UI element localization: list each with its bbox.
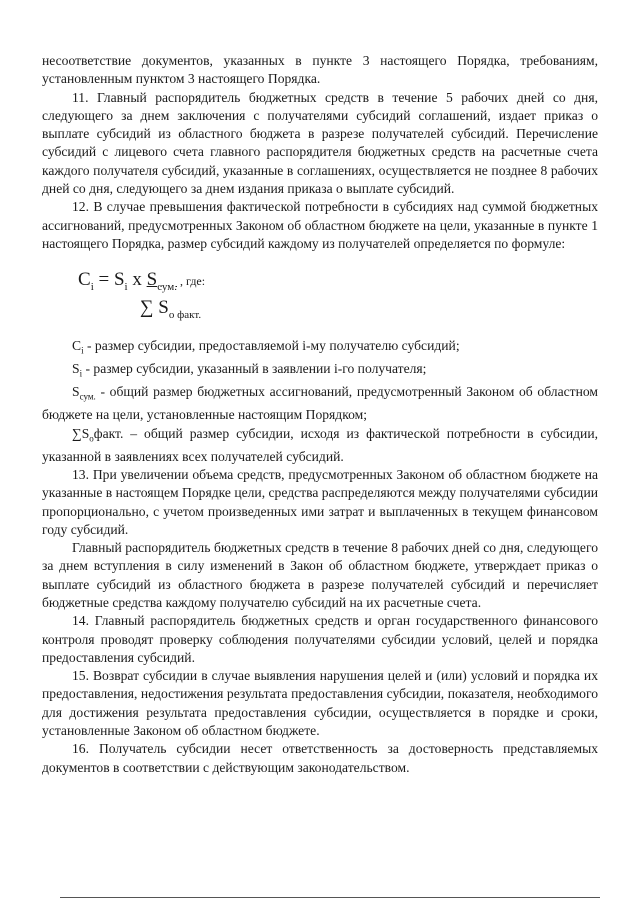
formula-numerator-line (78, 271, 205, 296)
paragraph-12: 12. В случае превышения фактической потребности в субсидиях над суммой бюджетных ассигнований, предусмотренных Законом об областном бюджете на цели, указанные в пункте 1 настоящего Порядка, размер субсидий каждому из получателей определяется по формуле: (42, 199, 598, 251)
paragraph-continuation: несоответствие документов, указанных в пункте 3 настоящего Порядка, требованиям, установленным пунктом 3 настоящего Порядка. (42, 53, 598, 87)
definition-si: $S_i$ - размер субсидии, указанный в заявлении i-го получателя; (72, 361, 427, 379)
formula-times: x (127, 269, 147, 291)
paragraph-15: 15. Возврат субсидии в случае выявления нарушения целей и (или) условий и порядка их предоставления, недостижения результата предоставления субсидии, показателя, необходимого для достижения результата предоставления субсидии, осуществляется в порядке и сроки, установленные Законом об областном бюджете. (42, 668, 598, 739)
subsidy-formula (42, 267, 598, 329)
paragraph-16: 16. Получатель субсидии несет ответственность за достоверность представляемых документов в соответствии с действующим законодательством. (42, 741, 598, 775)
formula-definitions (42, 337, 598, 466)
definition-ssum: $S_{сум.}$ - общий размер бюджетных ассигнований, предусмотренный Законом об областном бюджете на цели, установленные настоящим Порядком; (42, 384, 598, 423)
paragraph-11: 11. Главный распорядитель бюджетных средств в течение 5 рабочих дней со дня, следующего за днем заключения с получателями субсидий соглашений, издает приказ о выплате субсидий из областного бюджета в разрезе получателей субсидий. Перечисление субсидий с лицевого счета главного распорядителя бюджетных средств на расчетные счета каждого получателя субсидий, указанные в соглашениях, осуществляется не позднее 8 рабочих дней со дня, следующего за днем издания приказа о выплате субсидий. (42, 89, 598, 197)
formula-c: C (78, 269, 91, 291)
formula-denominator: ∑ $S_{о факт.}$ (140, 297, 202, 322)
definition-sum-so-fact: $\sum S_офакт$. – общий размер субсидии, исходя из фактической потребности в субсидии, указанной в заявлениях всех получателей субсидий. (42, 425, 598, 464)
definition-ci: $C_i$ - размер субсидии, предоставляемой i-му получателю субсидий; (72, 338, 460, 356)
document-page (42, 52, 598, 777)
formula-c-sub: i (90, 281, 94, 294)
formula-where: , где: (177, 274, 206, 289)
formula-numerator: $S_{сум.}$ (146, 269, 177, 294)
paragraph-14: 14. Главный распорядитель бюджетных средств и орган государственного финансового контроля проводят проверку соблюдения получателями субсидии условий, целей и порядка предоставления субсидий. (42, 613, 598, 665)
paragraph-13-continued: Главный распорядитель бюджетных средств в течение 8 рабочих дней со дня, следующего за днем вступления в силу изменений в Закон об областном бюджете, утверждает приказ о выплате субсидий из областного бюджета в разрезе получателей субсидий и перечисляет бюджетные средства каждому получателю субсидий на их расчетные счета. (42, 540, 598, 610)
footer-divider (60, 897, 600, 898)
paragraph-13: 13. При увеличении объема средств, предусмотренных Законом об областном бюджете на указанные в настоящем Порядке цели, средства распределяются между получателями субсидии пропорционально, с учетом произведенных ими затрат и выплаченных в текущем финансовом году субсидий. (42, 466, 598, 537)
formula-s-sub: i (124, 281, 128, 294)
formula-eq: = S (93, 269, 125, 291)
